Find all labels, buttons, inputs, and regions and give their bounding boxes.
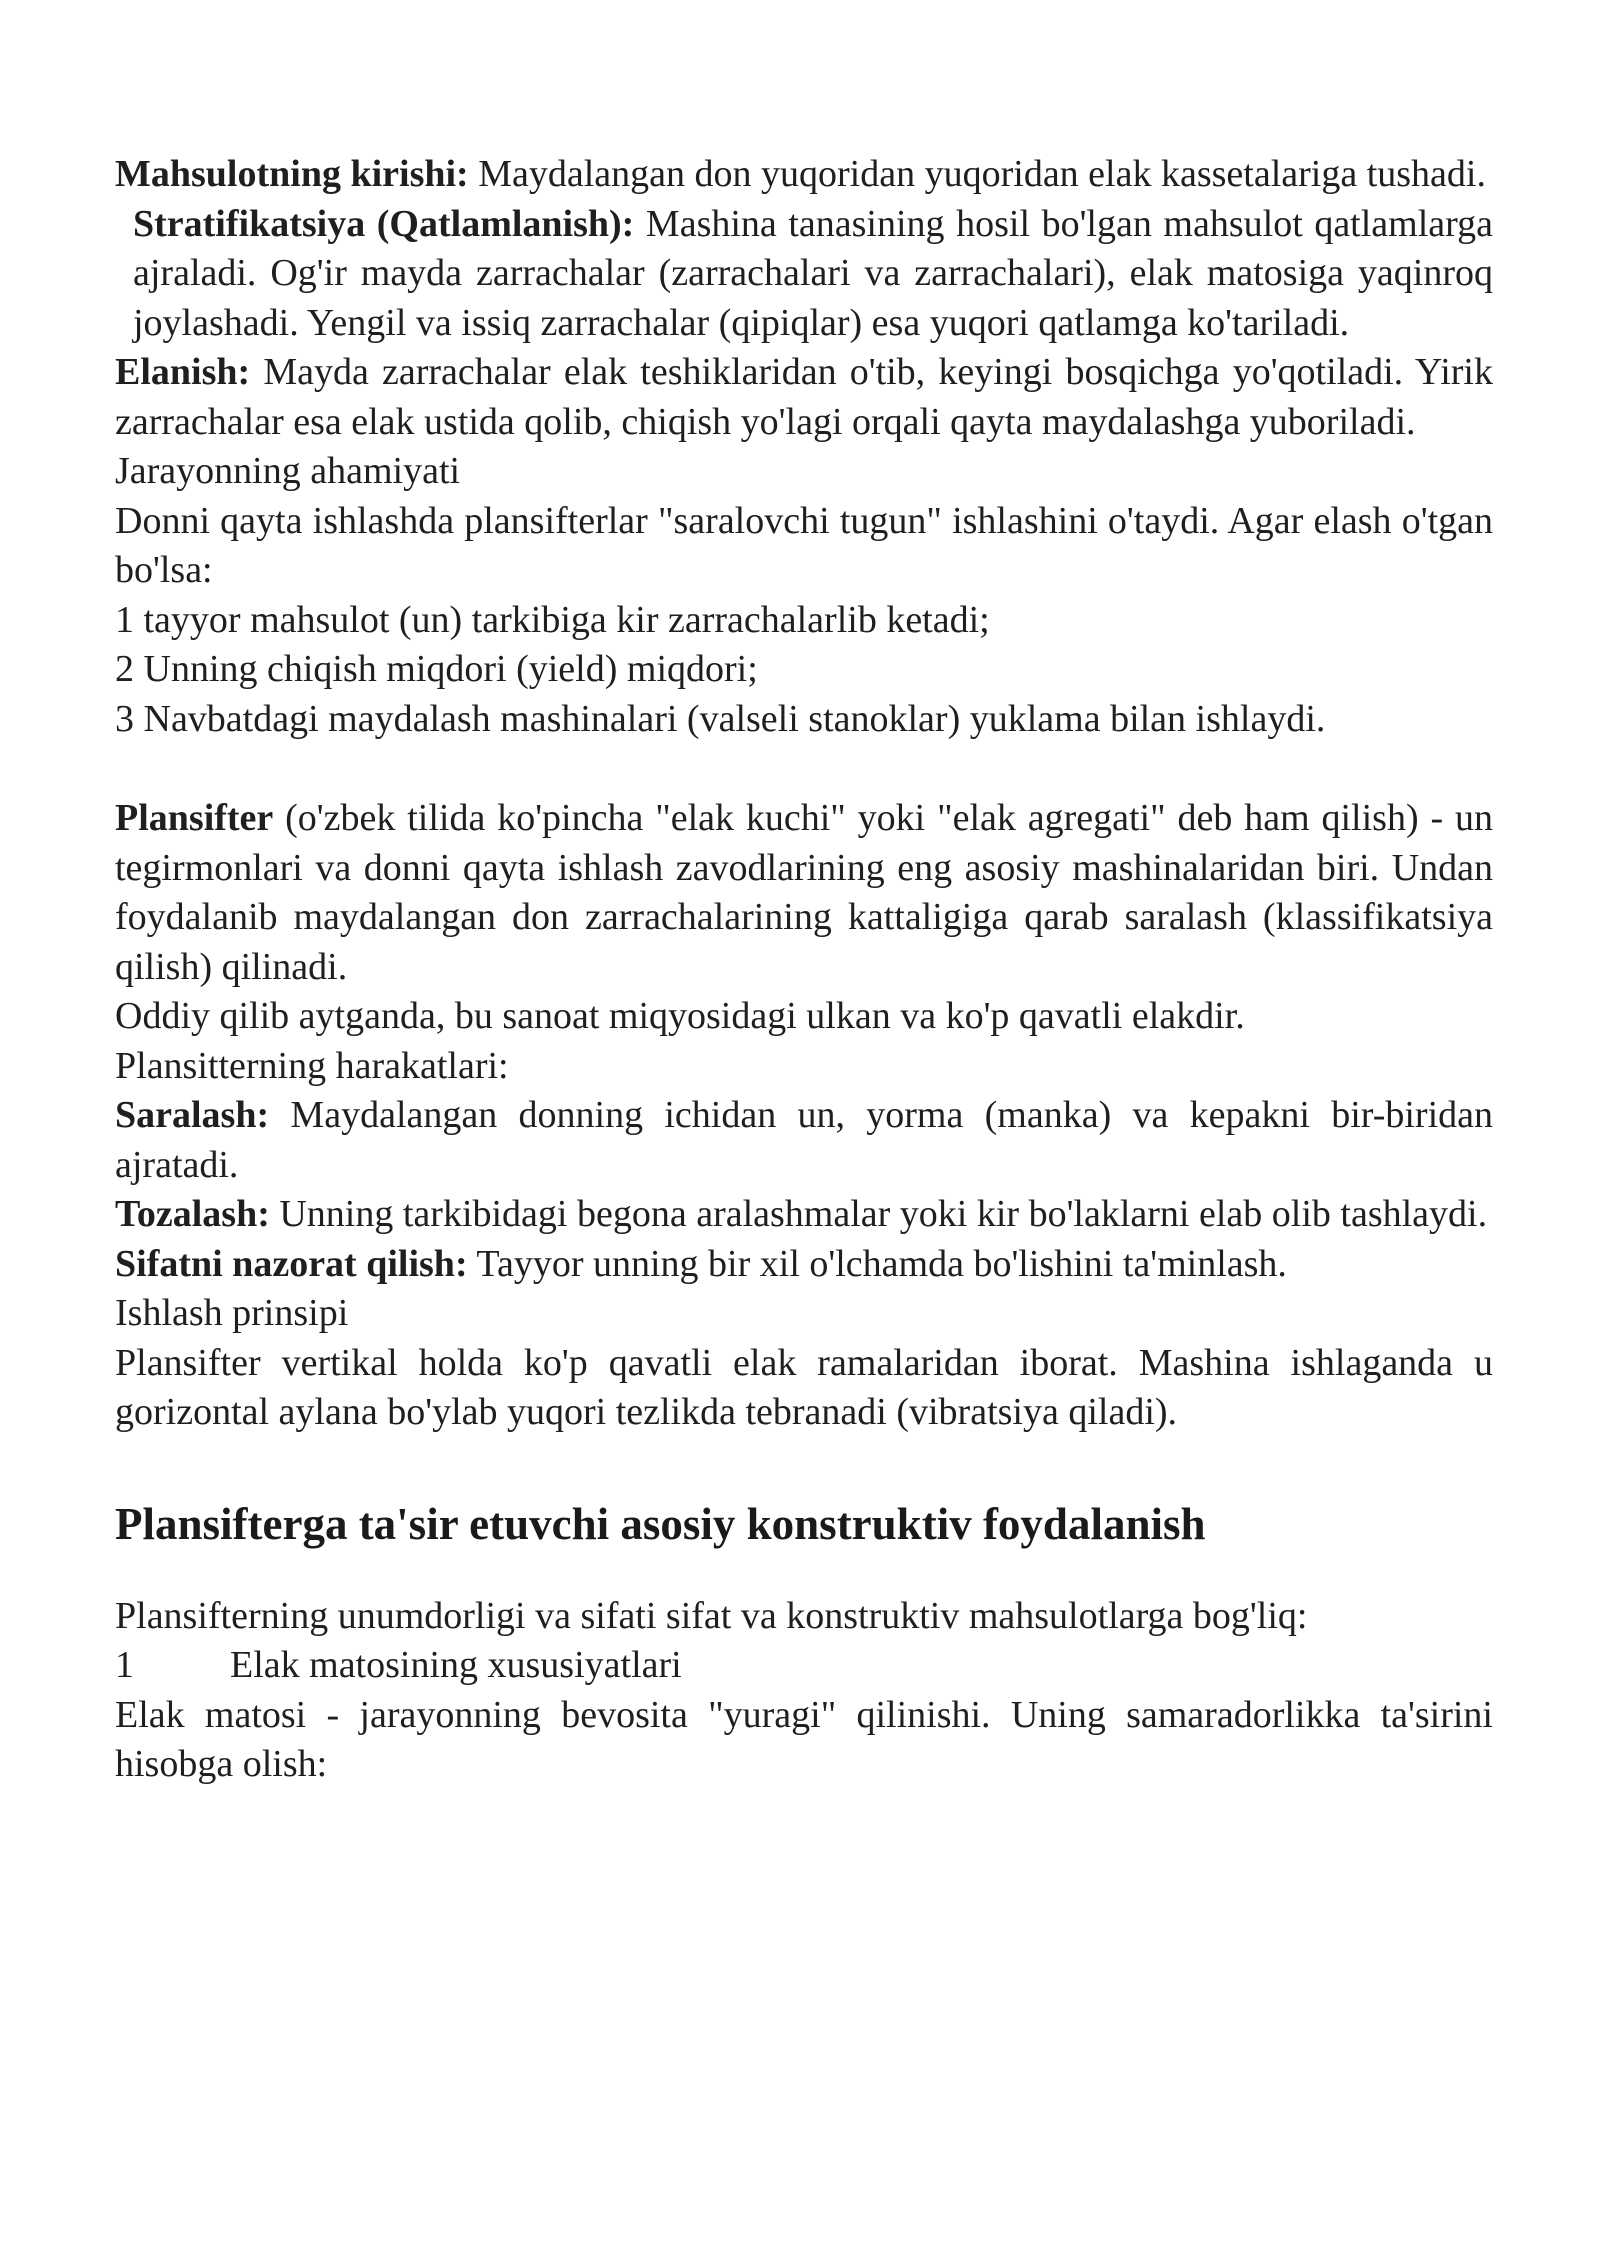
text-sorting: Maydalangan donning ichidan un, yorma (manka) va kepakni bir-biridan ajratadi. <box>115 1094 1493 1186</box>
principle-title: Ishlash prinsipi <box>115 1292 349 1334</box>
paragraph-simple: Oddiy qilib aytganda, bu sanoat miqyosidagi ulkan va ko'p qavatli elakdir. <box>115 995 1245 1037</box>
numbered-item <box>115 1641 1493 1691</box>
paragraph-product-input <box>115 150 1493 200</box>
paragraph-action-sorting <box>115 1091 1493 1190</box>
text-cleaning: Unning tarkibidagi begona aralashmalar yoki kir bo'laklarni elab olib tashlaydi. <box>269 1193 1488 1235</box>
text-sifting: Mayda zarrachalar elak teshiklaridan o'tib, keyingi bosqichga yo'qotiladi. Yirik zarrachalar esa elak ustida qolib, chiqish yo'lagi orqali qayta maydalashga yuboriladi. <box>115 351 1493 443</box>
list-item-3: 3 Navbatdagi maydalash mashinalari (valseli stanoklar) yuklama bilan ishlaydi. <box>115 697 1326 740</box>
importance-title: Jarayonning ahamiyati <box>115 450 461 492</box>
term-sorting: Saralash: <box>115 1094 270 1136</box>
text-quality: Tayyor unning bir xil o'lchamda bo'lishini ta'minlash. <box>467 1242 1287 1285</box>
list-item-1: 1 tayyor mahsulot (un) tarkibiga kir zarrachalarlib ketadi; <box>115 598 990 641</box>
text-product-input: Maydalangan don yuqoridan yuqoridan elak kassetalariga tushadi. <box>468 153 1486 195</box>
term-quality: Sifatni nazorat qilish: <box>115 1242 468 1285</box>
paragraph-mesh: Elak matosi - jarayonning bevosita "yuragi" qilinishi. Uning samaradorlikka ta'sirini hisobga olish: <box>115 1693 1493 1785</box>
paragraph-action-cleaning <box>115 1190 1493 1240</box>
term-product-input: Mahsulotning kirishi: <box>115 153 469 195</box>
paragraph-sifting <box>115 348 1493 447</box>
term-stratification: Stratifikatsiya (Qatlamlanish): <box>133 202 635 245</box>
numbered-item-title: Elak matosining xususiyatlari <box>230 1644 682 1686</box>
numbered-item-number: 1 <box>115 1644 134 1686</box>
list-item-2: 2 Unning chiqish miqdori (yield) miqdori; <box>115 648 758 690</box>
section-heading: Plansifterga ta'sir etuvchi asosiy konstruktiv foydalanish <box>115 1498 1206 1549</box>
term-sifting: Elanish: <box>115 351 251 393</box>
paragraph-stratification <box>115 200 1493 349</box>
paragraph-action-quality <box>115 1240 1493 1290</box>
importance-text: Donni qayta ishlashda plansifterlar "saralovchi tugun" ishlashini o'taydi. Agar elash o'tgan bo'lsa: <box>115 499 1493 591</box>
paragraph-gap <box>115 744 1493 794</box>
term-cleaning: Tozalash: <box>115 1193 270 1235</box>
paragraph-productivity: Plansifterning unumdorligi va sifati sifat va konstruktiv mahsulotlarga bog'liq: <box>115 1594 1308 1637</box>
text-stratification: Mashina tanasining hosil bo'lgan mahsulot qatlamlarga ajraladi. Og'ir mayda zarrachalar (zarrachalari va zarrachalari), elak matosiga yaqinroq joylashadi. Yengil va issiq zarrachalar (qipiqlar) esa yuqori qatlamga ko'tariladi. <box>133 202 1493 344</box>
document-page <box>115 150 1493 1790</box>
paragraph-plansifter-intro <box>115 794 1493 992</box>
actions-title: Plansitterning harakatlari: <box>115 1044 509 1087</box>
principle-text: Plansifter vertikal holda ko'p qavatli elak ramalaridan iborat. Mashina ishlaganda u gorizontal aylana bo'ylab yuqori tezlikda tebranadi (vibratsiya qiladi). <box>115 1341 1493 1433</box>
term-plansifter: Plansifter <box>115 797 274 839</box>
text-plansifter-intro: (o'zbek tilida ko'pincha "elak kuchi" yoki "elak agregati" deb ham qilish) - un tegirmonlari va donni qayta ishlash zavodlarining eng asosiy mashinalaridan biri. Undan foydalanib maydalangan don zarrachalarining kattaligiga qarab saralash (klassifikatsiya qilish) qilinadi. <box>115 797 1493 988</box>
